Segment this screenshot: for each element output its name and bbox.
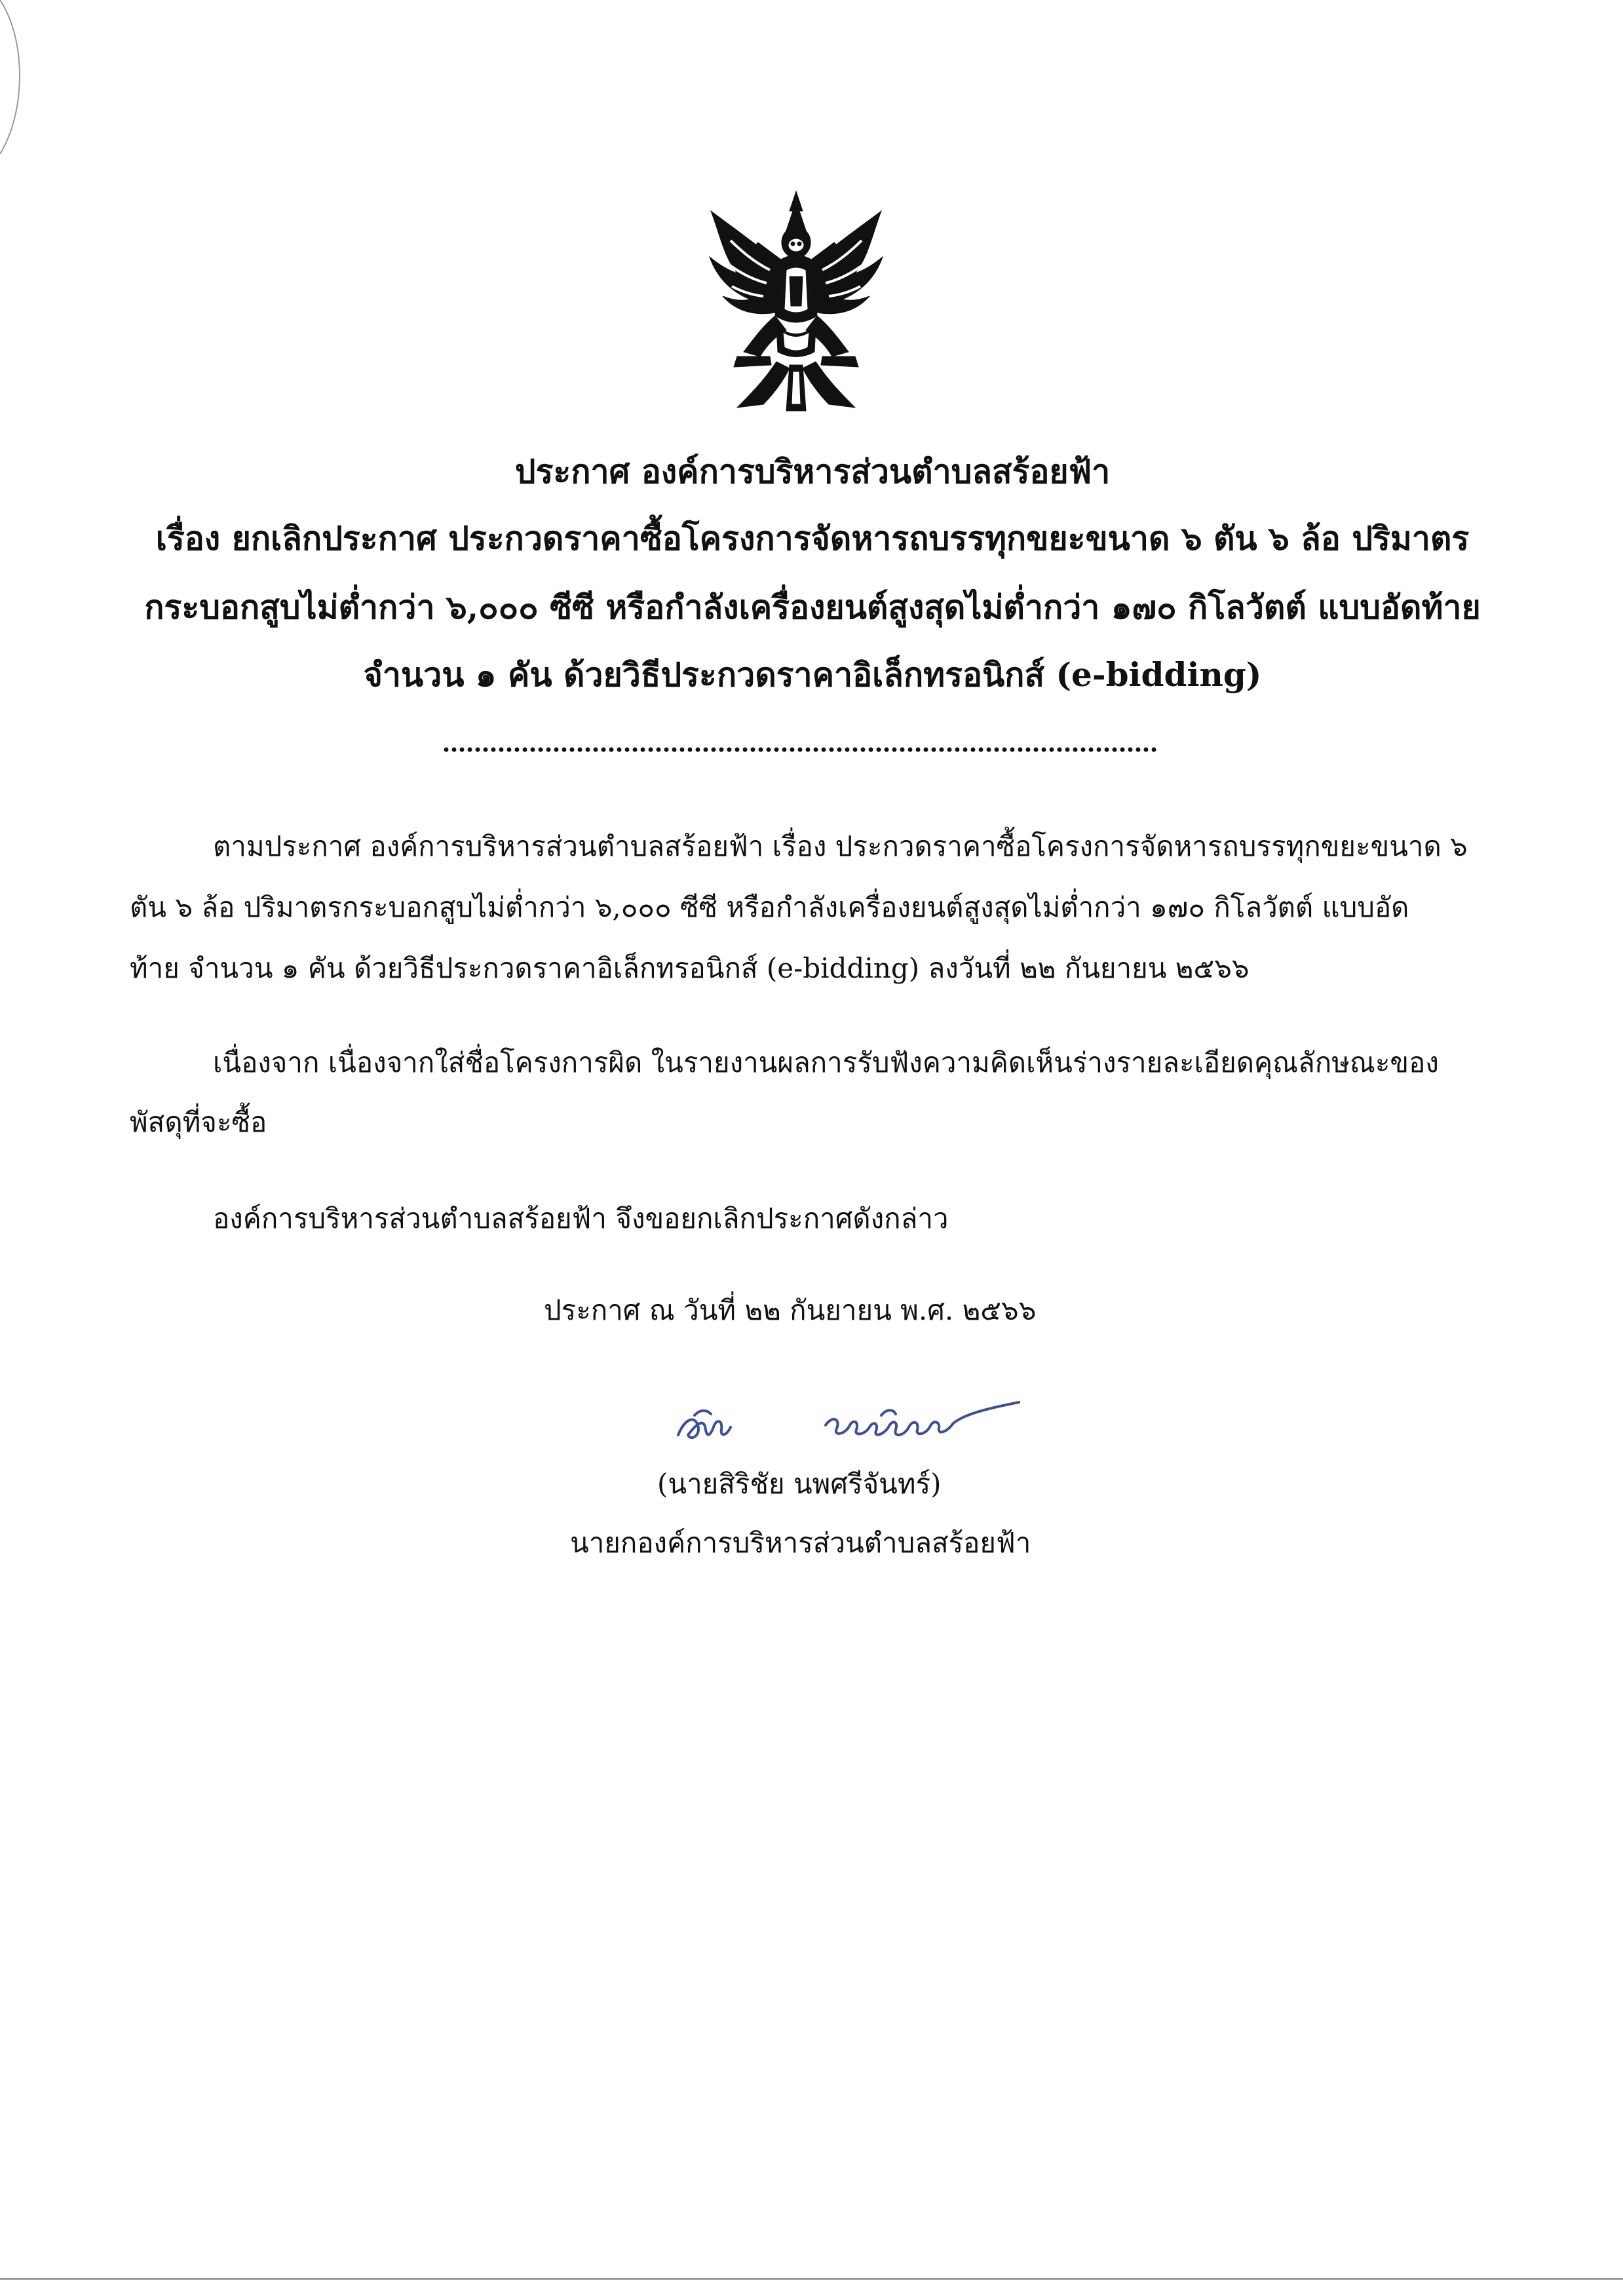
announce-date: ประกาศ ณ วันที่ ๒๒ กันยายน พ.ศ. ๒๕๖๖ — [544, 1294, 1037, 1326]
paragraph-2-line-1: เนื่องจาก เนื่องจากใส่ชื่อโครงการผิด ในรายงานผลการรับฟังความคิดเห็นร่างรายละเอียดคุณลักษณะของ — [213, 1046, 1439, 1079]
subject-line-3: จำนวน ๑ คัน ด้วยวิธีประกวดราคาอิเล็กทรอนิกส์ (e-bidding) — [363, 655, 1262, 694]
paragraph-1-line-3: ท้าย จำนวน ๑ คัน ด้วยวิธีประกวดราคาอิเล็กทรอนิกส์ (e-bidding) ลงวันที่ ๒๒ กันยายน ๒๕๖๖ — [130, 952, 1250, 984]
signatory-position: นายกองค์การบริหารส่วนตำบลสร้อยฟ้า — [570, 1527, 1031, 1559]
handwritten-signature — [665, 1389, 1032, 1461]
paragraph-1-line-1: ตามประกาศ องค์การบริหารส่วนตำบลสร้อยฟ้า เรื่อง ประกวดราคาซื้อโครงการจัดหารถบรรทุกขยะขนาด ๖ — [213, 830, 1468, 862]
scan-edge-arc — [0, 0, 39, 157]
subject-line-2: กระบอกสูบไม่ต่ำกว่า ๖,๐๐๐ ซีซี หรือกำลังเครื่องยนต์สูงสุดไม่ต่ำกว่า ๑๗๐ กิโลวัตต์ แบบอัดท้าย — [144, 588, 1481, 626]
subject-line-1: เรื่อง ยกเลิกประกาศ ประกวดราคาซื้อโครงการจัดหารถบรรทุกขยะขนาด ๖ ตัน ๖ ล้อ ปริมาตร — [155, 519, 1470, 558]
paragraph-1-line-2: ตัน ๖ ล้อ ปริมาตรกระบอกสูบไม่ต่ำกว่า ๖,๐๐๐ ซีซี หรือกำลังเครื่องยนต์สูงสุดไม่ต่ำกว่า ๑๗๐ กิโลวัตต์ แบบอัด — [130, 891, 1409, 923]
garuda-emblem-icon — [698, 185, 894, 421]
dotted-divider — [442, 747, 1156, 752]
signatory-name: (นายสิริชัย นพศรีจันทร์) — [657, 1468, 942, 1500]
scan-bottom-edge — [0, 2278, 1623, 2280]
paragraph-3-line-1: องค์การบริหารส่วนตำบลสร้อยฟ้า จึงขอยกเลิกประกาศดังกล่าว — [213, 1202, 949, 1234]
announcement-title: ประกาศ องค์การบริหารส่วนตำบลสร้อยฟ้า — [514, 452, 1111, 491]
paragraph-2-line-2: พัสดุที่จะซื้อ — [130, 1106, 267, 1138]
